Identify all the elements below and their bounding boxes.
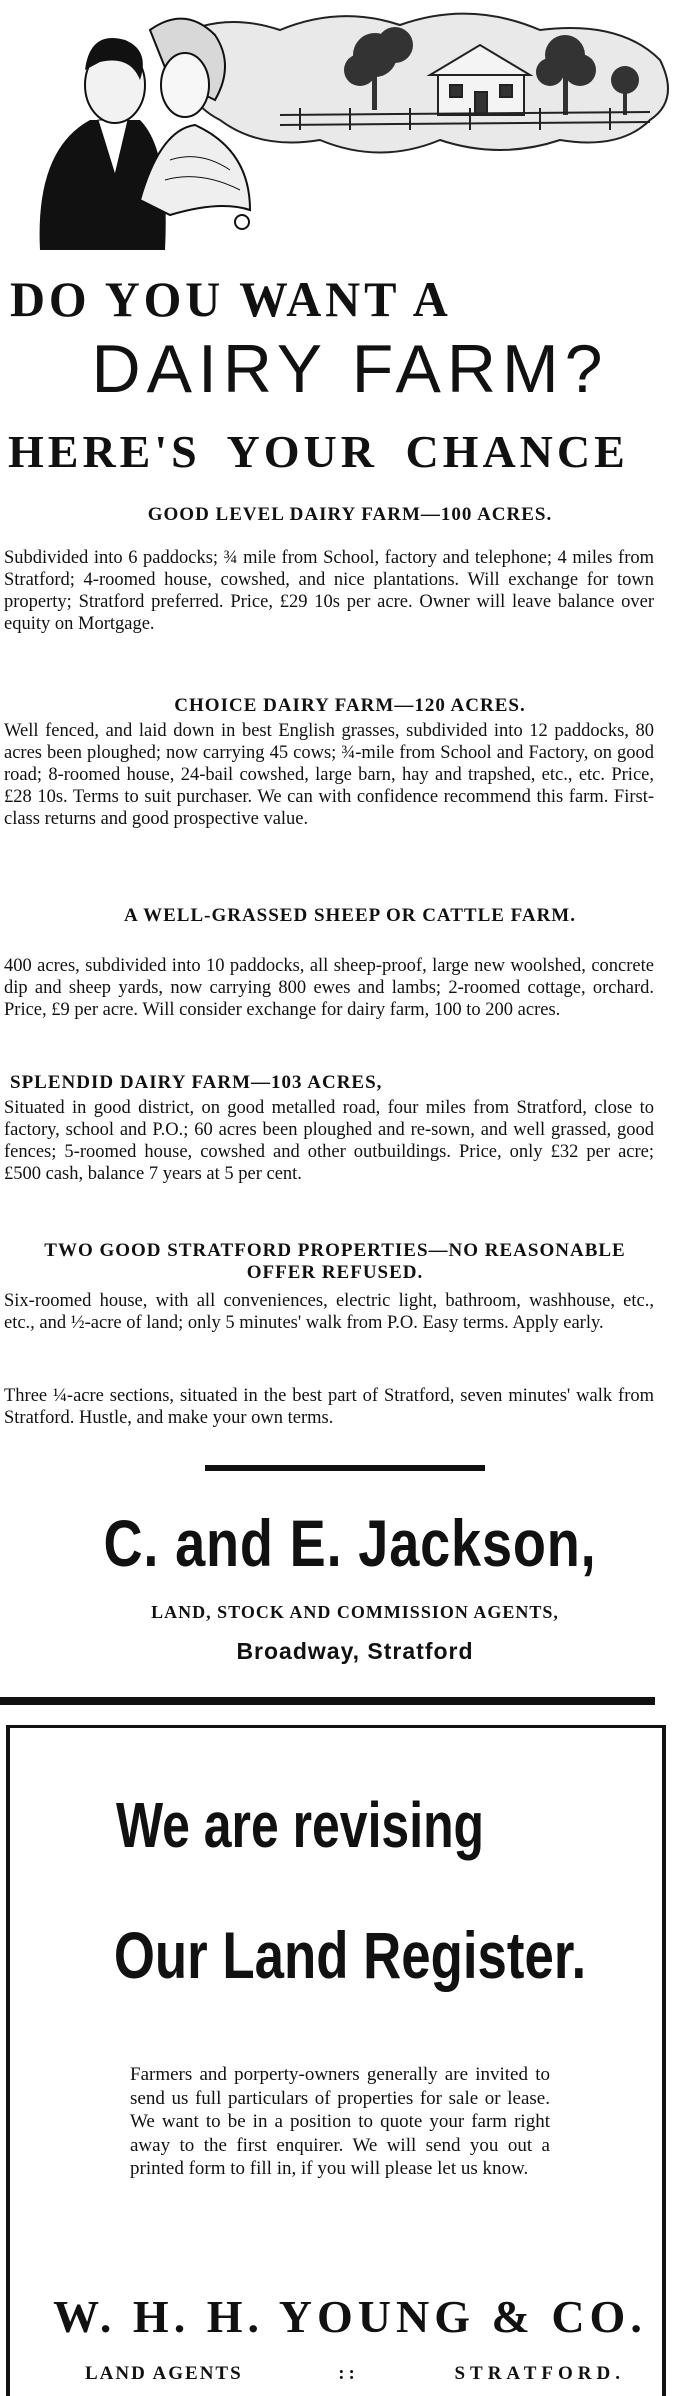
listing-heading: TWO GOOD STRATFORD PROPERTIES—NO REASONABLE OFFER REFUSED.: [44, 1240, 626, 1283]
listing-body: Subdivided into 6 paddocks; ¾ mile from School, factory and telephone; 4 miles from Stratford; 4-roomed house, cowshed, and nice plantations. Will exchange for town property; Stratford preferred. Price, £29 10s per acre. Owner will leave balance over equity on Mortgage.: [4, 548, 654, 634]
young-register-headline: Our Land Register.: [113, 1918, 587, 1992]
jackson-role: LAND, STOCK AND COMMISSION AGENTS,: [151, 1602, 559, 1622]
section-divider-bar: [0, 1697, 655, 1705]
listing-heading: SPLENDID DAIRY FARM—103 ACRES,: [10, 1072, 383, 1093]
young-subline: [85, 2363, 625, 2385]
young-town: STRATFORD.: [454, 2363, 625, 2384]
headline-dairy-farm: DAIRY FARM?: [91, 331, 609, 407]
headline-do-you-want: DO YOU WANT A: [10, 271, 452, 327]
listing-body: Three ¼-acre sections, situated in the best part of Stratford, seven minutes' walk from Stratford. Hustle, and make your own terms.: [4, 1386, 654, 1428]
listing-heading: GOOD LEVEL DAIRY FARM—100 ACRES.: [147, 504, 553, 525]
jackson-address: Broadway, Stratford: [236, 1638, 474, 1664]
listing-heading: CHOICE DAIRY FARM—120 ACRES.: [174, 695, 526, 716]
listing-body: Six-roomed house, with all conveniences, electric light, bathroom, washhouse, etc., etc., and ½-acre of land; only 5 minutes' walk from P.O. Easy terms. Apply early.: [4, 1291, 654, 1333]
headline-your-chance: HERE'S YOUR CHANCE: [8, 426, 629, 477]
young-paragraph: Farmers and porperty-owners generally are invited to send us full particulars of properties for sale or lease. We want to be in a position to quote your farm right away to the first enquirer. We will send you out a printed form to fill in, if you will please let us know.: [130, 2064, 550, 2179]
divider-rule: [205, 1465, 485, 1471]
listing-body: 400 acres, subdivided into 10 paddocks, all sheep-proof, large new woolshed, concrete dip and sheep yards, now carrying 800 ewes and lambs; 2-roomed cottage, orchard. Price, £9 per acre. Will consider exchange for dairy farm, 100 to 200 acres.: [4, 956, 654, 1020]
listing-body: Situated in good district, on good metalled road, four miles from Stratford, close to factory, school and P.O.; 60 acres been ploughed and re-sown, and well grassed, good fences; 5-roomed house, cowshed and other outbuildings. Price, only £32 per acre; £500 cash, balance 7 years at 5 per cent.: [4, 1098, 654, 1184]
young-role: LAND AGENTS: [85, 2363, 243, 2384]
listing-heading: A WELL-GRASSED SHEEP OR CATTLE FARM.: [124, 905, 576, 926]
young-separator: ::: [338, 2363, 359, 2384]
young-revising-headline: We are revising: [115, 1789, 485, 1861]
listing-body: Well fenced, and laid down in best English grasses, subdivided into 12 paddocks, 80 acres been ploughed; now carrying 45 cows; ¾-mile from School and Factory, on good road; 8-roomed house, 24-bail cowshed, large barn, hay and trapshed, etc., etc. Price, £28 10s. Terms to suit purchaser. We can with confidence recommend this farm. First-class returns and good prospective value.: [4, 721, 654, 829]
couple-farm-illustration: [20, 0, 670, 270]
jackson-firm-name: C. and E. Jackson,: [103, 1506, 597, 1580]
young-firm-name: W. H. H. YOUNG & CO.: [53, 2291, 647, 2342]
